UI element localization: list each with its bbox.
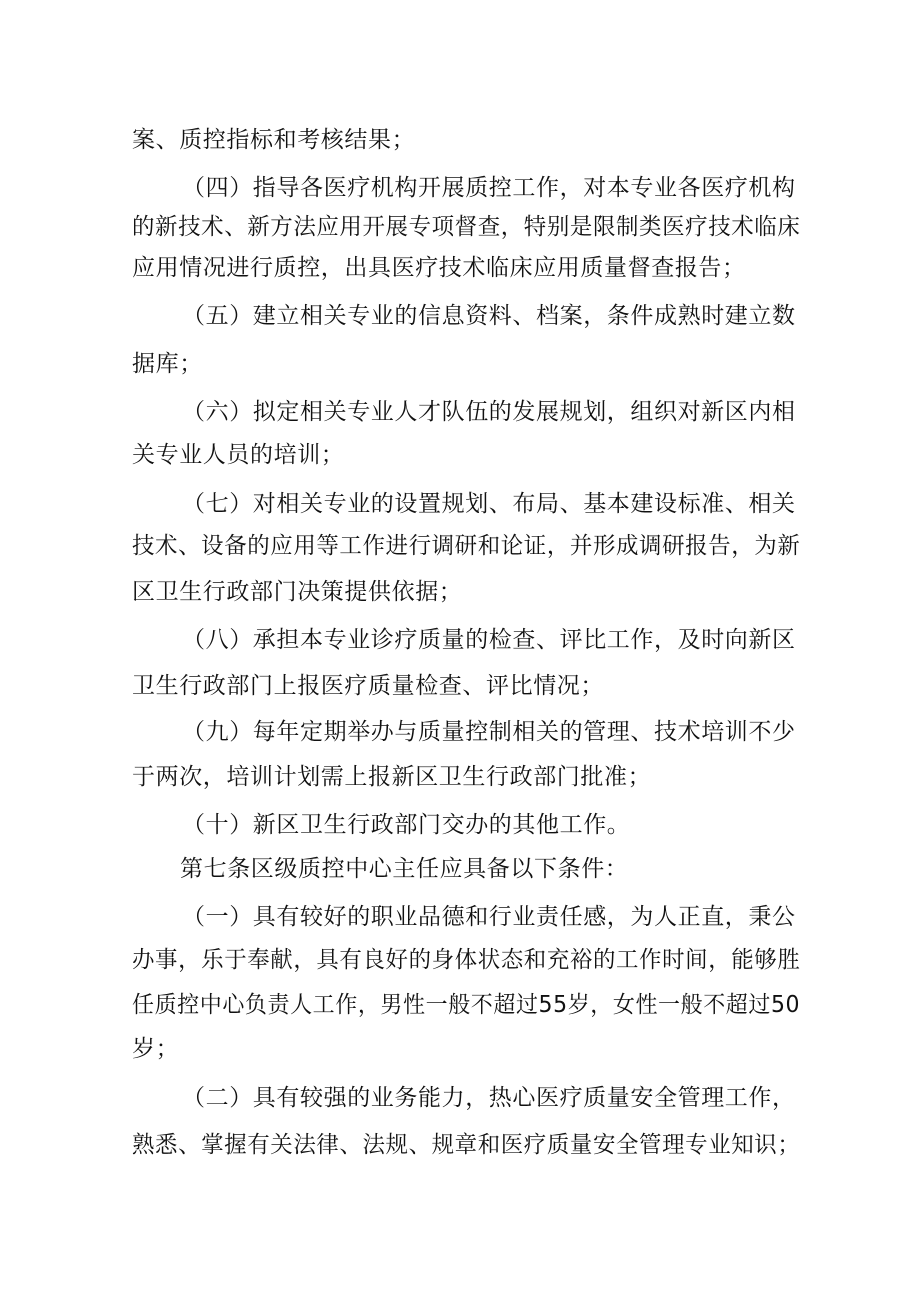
paragraph-item-5: （五）建立相关专业的信息资料、档案，条件成熟时建立数 [182, 303, 796, 329]
text-line: 于两次，培训计划需上报新区卫生行政部门批准； [132, 764, 652, 790]
text-line: 熟悉、掌握有关法律、法规、规章和医疗质量安全管理专业知识； [132, 1132, 801, 1158]
paragraph-item-8: （八）承担本专业诊疗质量的检查、评比工作，及时向新区 [182, 627, 796, 653]
article-heading: 第七条区级质控中心主任应具备以下条件： [180, 856, 629, 882]
paragraph-item-7: （七）对相关专业的设置规划、布局、基本建设标准、相关 [182, 491, 796, 517]
text-line: 岁； [132, 1036, 180, 1062]
text-line: 任质控中心负责人工作，男性一般不超过55岁，女性一般不超过50 [132, 992, 801, 1018]
text-line: 技术、设备的应用等工作进行调研和论证，并形成调研报告，为新 [132, 533, 801, 559]
text-line: 据库； [132, 351, 203, 377]
paragraph-item-4: （四）指导各医疗机构开展质控工作，对本专业各医疗机构 [182, 175, 796, 201]
text-line: 案、质控指标和考核结果； [132, 127, 416, 153]
text-line: 关专业人员的培训； [132, 442, 345, 468]
text-line: 卫生行政部门上报医疗质量检查、评比情况； [132, 673, 604, 699]
text-line: 办事，乐于奉献，具有良好的身体状态和充裕的工作时间，能够胜 [132, 947, 801, 973]
paragraph-item-10: （十）新区卫生行政部门交办的其他工作。 [182, 812, 631, 838]
paragraph-item-9: （九）每年定期举办与质量控制相关的管理、技术培训不少 [182, 719, 796, 745]
text-line: 的新技术、新方法应用开展专项督查，特别是限制类医疗技术临床 [132, 214, 801, 240]
condition-item-2: （二）具有较强的业务能力，热心医疗质量安全管理工作， [182, 1085, 796, 1111]
text-line: 应用情况进行质控，出具医疗技术临床应用质量督查报告； [132, 255, 746, 281]
text-line: 区卫生行政部门决策提供依据； [132, 579, 463, 605]
condition-item-1: （一）具有较好的职业品德和行业责任感，为人正直，秉公 [182, 904, 796, 930]
paragraph-item-6: （六）拟定相关专业人才队伍的发展规划，组织对新区内相 [182, 399, 796, 425]
